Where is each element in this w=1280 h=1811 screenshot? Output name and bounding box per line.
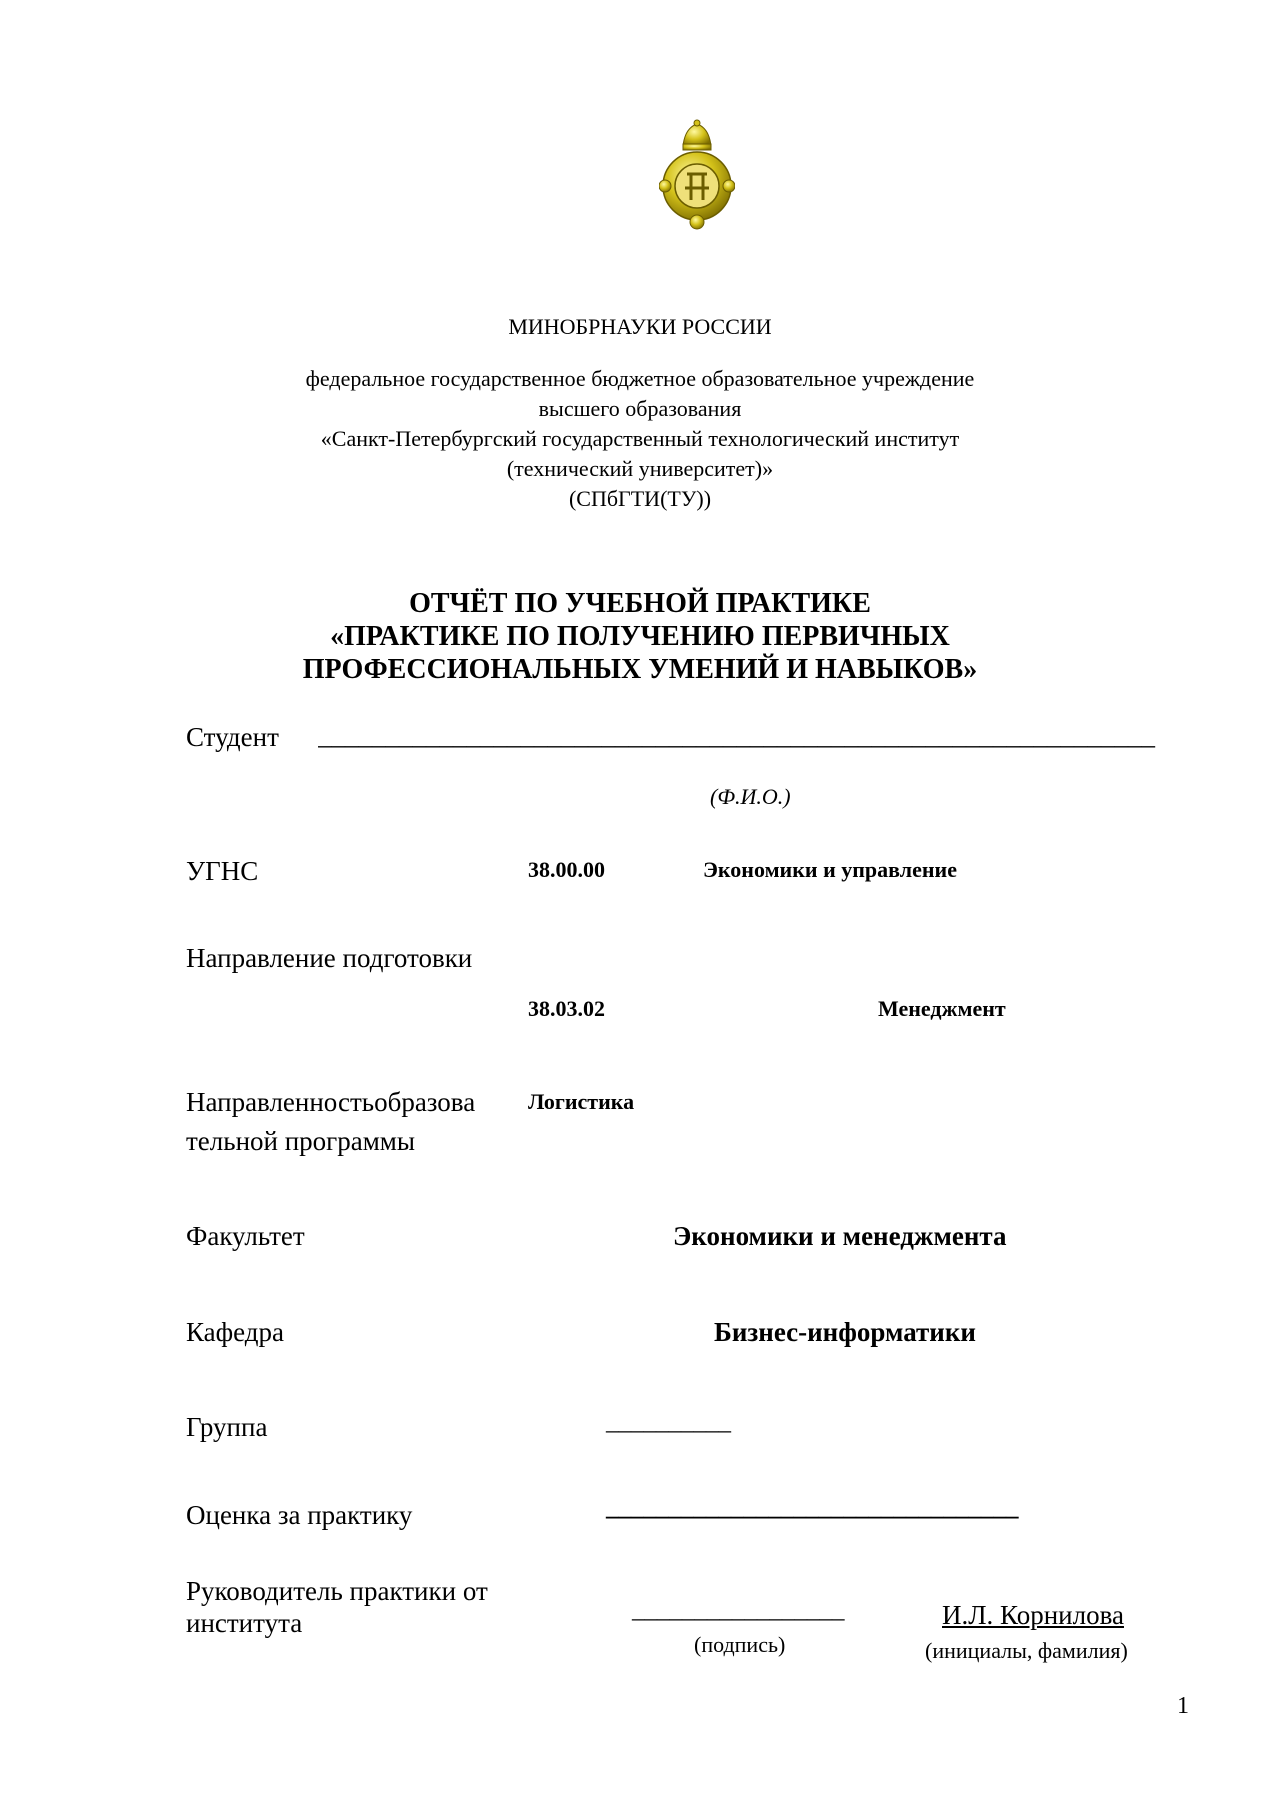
- focus-value: Логистика: [528, 1089, 635, 1114]
- supervisor-label-line: института: [186, 1608, 303, 1638]
- supervisor-name: И.Л. Корнилова: [942, 1600, 1124, 1630]
- ugns-code: 38.00.00: [528, 857, 605, 882]
- signature-field[interactable]: _________________: [632, 1596, 845, 1623]
- institution-line: федеральное государственное бюджетное образовательное учреждение: [305, 366, 975, 391]
- faculty-value: Экономики и менеджмента: [673, 1221, 1007, 1251]
- title-line: ОТЧЁТ ПО УЧЕБНОЙ ПРАКТИКЕ: [409, 588, 871, 619]
- ugns-name: Экономики и управление: [703, 857, 957, 882]
- report-title: [0, 587, 1280, 686]
- department-value: Бизнес-информатики: [714, 1317, 976, 1347]
- ministry-name: МИНОБРНАУКИ РОССИИ: [508, 314, 772, 339]
- page-number: 1: [1177, 1693, 1189, 1719]
- institution-line: «Санкт-Петербургский государственный технологический институт: [320, 426, 960, 451]
- emblem-icon: [659, 118, 735, 232]
- institution-line: высшего образования: [538, 396, 742, 421]
- institution-name: [0, 364, 1280, 514]
- grade-label: Оценка за практику: [186, 1500, 413, 1530]
- signature-caption: (подпись): [694, 1632, 786, 1657]
- focus-label-line: тельной программы: [186, 1126, 416, 1156]
- title-line: ПРОФЕССИОНАЛЬНЫХ УМЕНИЙ И НАВЫКОВ»: [302, 654, 978, 685]
- direction-label: Направление подготовки: [186, 943, 473, 973]
- faculty-label: Факультет: [186, 1221, 305, 1251]
- group-field[interactable]: __________: [606, 1408, 731, 1435]
- student-label: Студент: [186, 722, 279, 752]
- direction-code: 38.03.02: [528, 996, 605, 1021]
- student-fio-caption: (Ф.И.О.): [710, 784, 791, 809]
- grade-field[interactable]: _________________________________: [606, 1494, 1019, 1521]
- title-line: «ПРАКТИКЕ ПО ПОЛУЧЕНИЮ ПЕРВИЧНЫХ: [330, 621, 950, 652]
- department-label: Кафедра: [186, 1317, 284, 1347]
- supervisor-name-caption: (инициалы, фамилия): [925, 1638, 1128, 1663]
- institution-line: (технический университет)»: [506, 456, 774, 481]
- institute-emblem: [659, 118, 735, 232]
- ugns-label: УГНС: [186, 856, 259, 886]
- supervisor-label-line: Руководитель практики от: [186, 1576, 488, 1606]
- group-label: Группа: [186, 1412, 268, 1442]
- focus-label-line: Направленностьобразова: [186, 1087, 476, 1117]
- institution-line: (СПбГТИ(ТУ)): [568, 486, 712, 511]
- direction-name: Менеджмент: [878, 996, 1006, 1021]
- student-name-field[interactable]: ______________________________________________________________: [318, 720, 1155, 750]
